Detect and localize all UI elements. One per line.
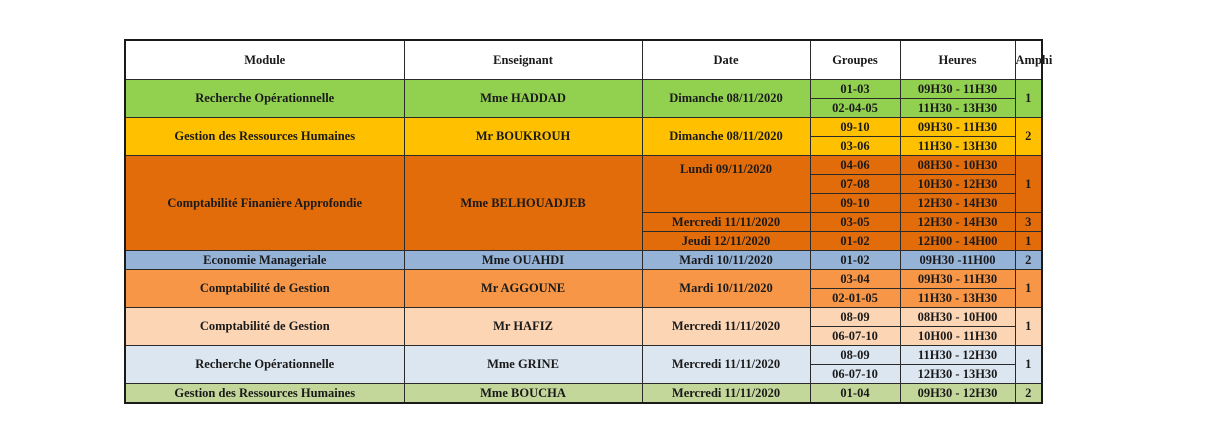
table-row — [125, 308, 1042, 327]
hours-cell: 12H30 - 13H30 — [900, 365, 1015, 384]
date-cell: Dimanche 08/11/2020 — [642, 80, 810, 118]
teacher-cell: Mme BELHOUADJEB — [404, 156, 642, 251]
table-row — [125, 156, 1042, 175]
amphi-cell: 1 — [1015, 80, 1042, 118]
exam-schedule-table — [124, 39, 1053, 404]
teacher-cell: Mr HAFIZ — [404, 308, 642, 346]
date-cell: Mercredi 11/11/2020 — [642, 308, 810, 346]
amphi-cell: 3 — [1015, 213, 1042, 232]
groups-cell: 01-03 — [810, 80, 900, 99]
groups-cell: 08-09 — [810, 346, 900, 365]
groups-cell: 08-09 — [810, 308, 900, 327]
hours-cell: 11H30 - 13H30 — [900, 99, 1015, 118]
header-module: Module — [125, 40, 404, 80]
module-cell: Recherche Opérationnelle — [125, 346, 404, 384]
teacher-cell: Mme OUAHDI — [404, 251, 642, 270]
date-cell: Dimanche 08/11/2020 — [642, 118, 810, 156]
date-cell: Mercredi 11/11/2020 — [642, 346, 810, 384]
amphi-cell: 1 — [1015, 308, 1042, 346]
table-row — [125, 251, 1042, 270]
date-cell: Mercredi 11/11/2020 — [642, 213, 810, 232]
hours-cell: 10H00 - 11H30 — [900, 327, 1015, 346]
groups-cell: 06-07-10 — [810, 327, 900, 346]
amphi-cell: 1 — [1015, 270, 1042, 308]
groups-cell: 02-01-05 — [810, 289, 900, 308]
header-date: Date — [642, 40, 810, 80]
groups-cell: 07-08 — [810, 175, 900, 194]
hours-cell: 09H30 - 11H30 — [900, 270, 1015, 289]
groups-cell: 01-02 — [810, 251, 900, 270]
module-cell: Gestion des Ressources Humaines — [125, 384, 404, 404]
hours-cell: 12H30 - 14H30 — [900, 213, 1015, 232]
groups-cell: 01-02 — [810, 232, 900, 251]
hours-cell: 10H30 - 12H30 — [900, 175, 1015, 194]
table-row — [125, 118, 1042, 137]
module-cell: Economie Manageriale — [125, 251, 404, 270]
date-cell: Lundi 09/11/2020 — [642, 156, 810, 213]
module-cell: Comptabilité de Gestion — [125, 270, 404, 308]
header-groupes: Groupes — [810, 40, 900, 80]
hours-cell: 08H30 - 10H30 — [900, 156, 1015, 175]
module-cell: Recherche Opérationnelle — [125, 80, 404, 118]
table-row — [125, 270, 1042, 289]
table-row — [125, 80, 1042, 99]
module-cell: Gestion des Ressources Humaines — [125, 118, 404, 156]
hours-cell: 12H30 - 14H30 — [900, 194, 1015, 213]
amphi-cell: 1 — [1015, 232, 1042, 251]
hours-cell: 11H30 - 13H30 — [900, 137, 1015, 156]
groups-cell: 03-05 — [810, 213, 900, 232]
amphi-cell: 1 — [1015, 156, 1042, 213]
groups-cell: 01-04 — [810, 384, 900, 404]
date-cell: Mardi 10/11/2020 — [642, 251, 810, 270]
table-row — [125, 346, 1042, 365]
groups-cell: 09-10 — [810, 118, 900, 137]
hours-cell: 11H30 - 13H30 — [900, 289, 1015, 308]
groups-cell: 09-10 — [810, 194, 900, 213]
header-row — [125, 40, 1042, 80]
date-cell: Mercredi 11/11/2020 — [642, 384, 810, 404]
groups-cell: 04-06 — [810, 156, 900, 175]
amphi-cell: 2 — [1015, 118, 1042, 156]
module-cell: Comptabilité de Gestion — [125, 308, 404, 346]
groups-cell: 03-04 — [810, 270, 900, 289]
header-enseignant: Enseignant — [404, 40, 642, 80]
amphi-cell: 2 — [1015, 384, 1042, 404]
date-cell: Mardi 10/11/2020 — [642, 270, 810, 308]
hours-cell: 09H30 - 11H30 — [900, 80, 1015, 99]
teacher-cell: Mme HADDAD — [404, 80, 642, 118]
teacher-cell: Mr BOUKROUH — [404, 118, 642, 156]
date-cell: Jeudi 12/11/2020 — [642, 232, 810, 251]
hours-cell: 09H30 - 12H30 — [900, 384, 1015, 404]
hours-cell: 11H30 - 12H30 — [900, 346, 1015, 365]
hours-cell: 09H30 -11H00 — [900, 251, 1015, 270]
groups-cell: 06-07-10 — [810, 365, 900, 384]
teacher-cell: Mme BOUCHA — [404, 384, 642, 404]
header-heures: Heures — [900, 40, 1015, 80]
hours-cell: 09H30 - 11H30 — [900, 118, 1015, 137]
teacher-cell: Mme GRINE — [404, 346, 642, 384]
table-row — [125, 384, 1042, 404]
module-cell: Comptabilité Finanière Approfondie — [125, 156, 404, 251]
amphi-cell: 2 — [1015, 251, 1042, 270]
groups-cell: 03-06 — [810, 137, 900, 156]
header-amphi: Amphi — [1015, 40, 1042, 80]
groups-cell: 02-04-05 — [810, 99, 900, 118]
teacher-cell: Mr AGGOUNE — [404, 270, 642, 308]
hours-cell: 08H30 - 10H00 — [900, 308, 1015, 327]
amphi-cell: 1 — [1015, 346, 1042, 384]
hours-cell: 12H00 - 14H00 — [900, 232, 1015, 251]
